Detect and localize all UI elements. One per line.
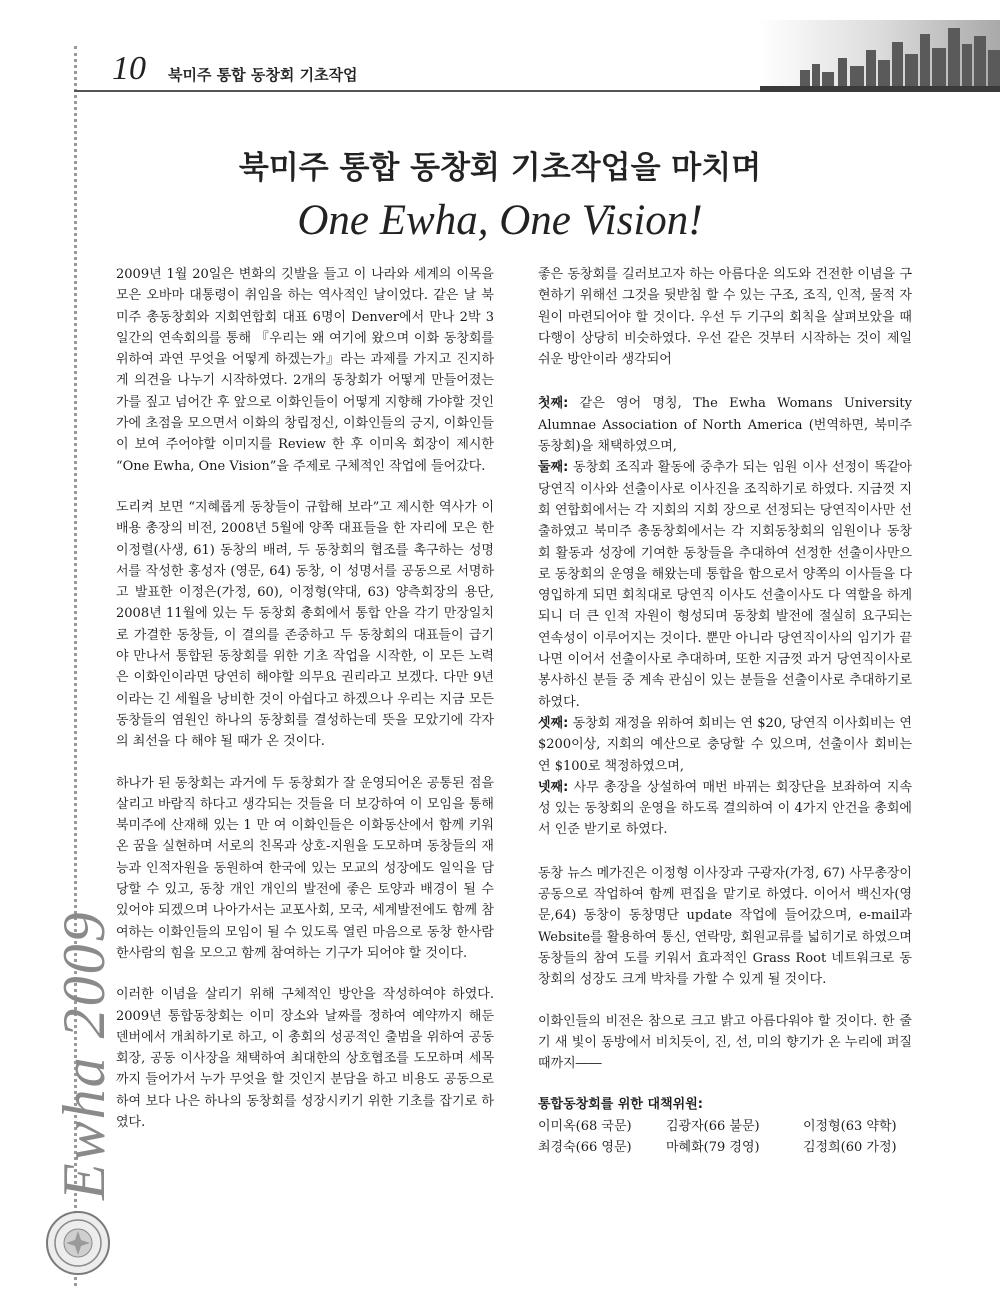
committee-member: 최경숙(66 영문) — [538, 1139, 632, 1155]
item-label: 넷째: — [538, 779, 569, 795]
ewha-seal-icon — [45, 1210, 111, 1276]
item-text: 같은 영어 명칭, The Ewha Womans University Alumnae Association of North America (번역하면, 북미주 동창회)을 채택하였으며, — [538, 396, 912, 455]
vertical-year-label: Ewha 2009 — [51, 910, 117, 1200]
right-column — [538, 264, 912, 1158]
committee-member: 마혜화(79 경영) — [666, 1139, 760, 1155]
committee-member: 이정형(63 약학) — [803, 1118, 897, 1134]
item-label: 셋째: — [538, 715, 569, 731]
paragraph: 이러한 이념을 살리기 위해 구체적인 방안을 작성하여야 하였다. 2009년 통합동창회는 이미 장소와 날짜를 정하여 예약까지 해둔 덴버에서 개최하기로 하고, 이 총회의 성공적인 출범을 위하여 공동회장, 공동 이사장을 채택하여 최대한의 상호협조를 도모하며 세목까지 들어가서 누가 무엇을 할 것인지 분담을 하고 비용도 공동으로 하여 보다 나은 하나의 동창회를 성장시키기 위한 기초를 잡기로 하였다. — [116, 987, 494, 1130]
left-column — [116, 264, 494, 1153]
paragraph: 도리켜 보면 “지혜롭게 동창들이 규합해 보라”고 제시한 역사가 이배용 총장의 비전, 2008년 5월에 양쪽 대표들을 한 자리에 모은 한 이정렬(사생, 61) 동창의 배려, 두 동창회의 협조를 촉구하는 성명서를 작성한 홍성자 (영문, 64) 동창, 이 성명서를 공동으로 서명하고 발표한 이정은(가정, 60), 이정형(약대, 63) 양측회장의 용단, 2008년 11월에 있는 두 동창회 총회에서 통합 안을 각기 만장일치로 가결한 동창들, 이 결의를 존중하고 두 동창회의 대표들이 급기야 만나서 통합된 동창회를 위한 기초 작업을 시작한, 이 모든 노력은 이화인이라면 당연히 해야할 의무요 권리라고 보겠다. 다만 9년이라는 긴 세월을 낭비한 것이 아쉽다고 하겠으나 우리는 지금 모든 동창들의 염원인 하나의 동창회를 결성하는데 뜻을 모았기에 각자의 최선을 다 해야 될 때가 온 것이다. — [116, 499, 494, 750]
committee-title: 통합동창회를 위한 대책위원: — [538, 1097, 703, 1113]
item-label: 둘째: — [538, 460, 569, 476]
section-title: 북미주 통합 동창회 기초작업 — [168, 66, 358, 84]
list-item-second — [538, 457, 912, 713]
news-paragraph: 동창 뉴스 메가진은 이정형 이사장과 구광자(가정, 67) 사무총장이 공동으로 작업하여 함께 편집을 맡기로 하였다. 이어서 백신자(영문,64) 동창이 동창명단 update 작업에 들어갔으며, e-mail과 Website를 활용하여 통신, 연락망, 회원교류를 넓히기로 하였으며 동창들의 참여 도를 키워서 효과적인 Grass Root 네트워크로 동창회의 성장도 크게 박차를 가할 수 있게 될 것이다. — [538, 865, 912, 988]
committee-list — [538, 1116, 912, 1159]
paragraph: 하나가 된 동창회는 과거에 두 동창회가 잘 운영되어온 공통된 점을 살리고 바람직 하다고 생각되는 것들을 더 보강하여 이 모임을 통해 북미주에 산재해 있는 1 만 여 이화인들은 이화동산에서 함께 키워온 꿈을 실현하며 서로의 친목과 상호-지원을 도모하며 동창들의 재능과 인적자원을 동원하여 한국에 있는 모교의 성장에도 일익을 담당할 수 있고, 동창 개인 개인의 발전에 좋은 토양과 배경이 될 수 있어야 되겠으며 나아가서는 교포사회, 모국, 세계발전에도 함께 참여하는 이화인들의 모임이 될 수 있도록 열린 마음으로 동창 한사람 한사람의 힘을 모으고 함께 참여하는 기구가 되어야 할 것이다. — [116, 775, 494, 961]
list-item-first — [538, 393, 912, 457]
paragraph: 2009년 1월 20일은 변화의 깃발을 들고 이 나라와 세계의 이목을 모은 오바마 대통령이 취임을 하는 역사적인 날이었다. 같은 날 북미주 총동창회와 지회연합회 대표 6명이 Denver에서 만나 2박 3일간의 연속회의를 통해 『우리는 왜 여기에 왔으며 이화 동창회를 위하여 과연 무엇을 어떻게 하겠는가』라는 과제를 가지고 진지하게 의견을 나누기 시작하였다. 2개의 동창회가 어떻게 만들어졌는가를 짚고 넘어간 후 앞으로 이화인들이 어떻게 지향해 가야할 것인가에 초점을 모으면서 이화의 창립정신, 이화인들의 긍지, 이화인들이 보여 주어야할 이미지를 Review 한 후 이미옥 회장이 제시한 “One Ewha, One Vision”을 주제로 구체적인 작업에 들어갔다. — [116, 267, 494, 474]
committee-member: 이미옥(68 국문) — [538, 1118, 632, 1134]
closing-paragraph: 이화인들의 비전은 참으로 크고 밝고 아름다워야 할 것이다. 한 줄기 새 빛이 동방에서 비치듯이, 진, 선, 미의 향기가 온 누리에 퍼질 때까지―― — [538, 1013, 912, 1072]
article-title: 북미주 통합 동창회 기초작업을 마치며 — [238, 150, 762, 186]
list-item-third — [538, 713, 912, 777]
item-text: 동창회 조직과 활동에 중추가 되는 임원 이사 선정이 똑같아 당연직 이사와 선출이사로 이사진을 조직하기로 하였다. 지금껏 지회 연합회에서는 각 지회의 지회 장으로 선정되는 당연직이사만 선출하였고 북미주 총동창회에서는 각 지회동창회의 임원이나 동창회 활동과 성장에 기여한 동창들을 추대하여 선정한 선출이사만으로 동창회의 운영을 해왔는데 통합을 함으로서 양쪽의 이사들을 다 영입하게 되면 회칙대로 당연직 이사도 선출이사도 다 역할을 하게 되니 더 큰 인적 자원이 형성되며 동창회 발전에 절실히 요구되는 연속성이 이루어지는 것이다. 뿐만 아니라 당연직이사의 임기가 끝나면 이어서 선출이사로 추대하며, 또한 지금껏 과거 당연직이사로 봉사하신 분들 중 계속 관심이 있는 분들을 선출이사로 추대하기로 하였다. — [538, 460, 912, 710]
committee-member: 김정희(60 가정) — [803, 1139, 897, 1155]
intro-paragraph: 좋은 동창회를 길러보고자 하는 아름다운 의도와 건전한 이념을 구현하기 위해선 그것을 뒷받침 할 수 있는 구조, 조직, 인적, 물적 자원이 마련되어야 할 것이다. 우선 두 기구의 회칙을 살펴보았을 때 다행이 상당히 비슷하였다. 우선 같은 것부터 시작하는 것이 제일 쉬운 방안이라 생각되어 — [538, 267, 912, 368]
committee-member: 김광자(66 불문) — [666, 1118, 760, 1134]
vertical-year-text — [50, 900, 120, 1200]
page-number: 10 — [112, 50, 146, 87]
list-item-fourth — [538, 777, 912, 841]
item-text: 사무 총장을 상설하여 매번 바뀌는 회장단을 보좌하여 지속성 있는 동창회의 운영을 하도록 결의하여 이 4가지 안건을 총회에서 인준 받기로 하였다. — [538, 779, 912, 838]
article-subtitle: One Ewha, One Vision! — [297, 197, 703, 244]
city-skyline-image — [760, 20, 1000, 92]
item-text: 동창회 재정을 위하여 회비는 연 $20, 당연직 이사회비는 연 $200이상, 지회의 예산으로 충당할 수 있으며, 선출이사 회비는 연 $100로 책정하였으며, — [538, 715, 912, 774]
item-label: 첫째: — [538, 396, 569, 412]
